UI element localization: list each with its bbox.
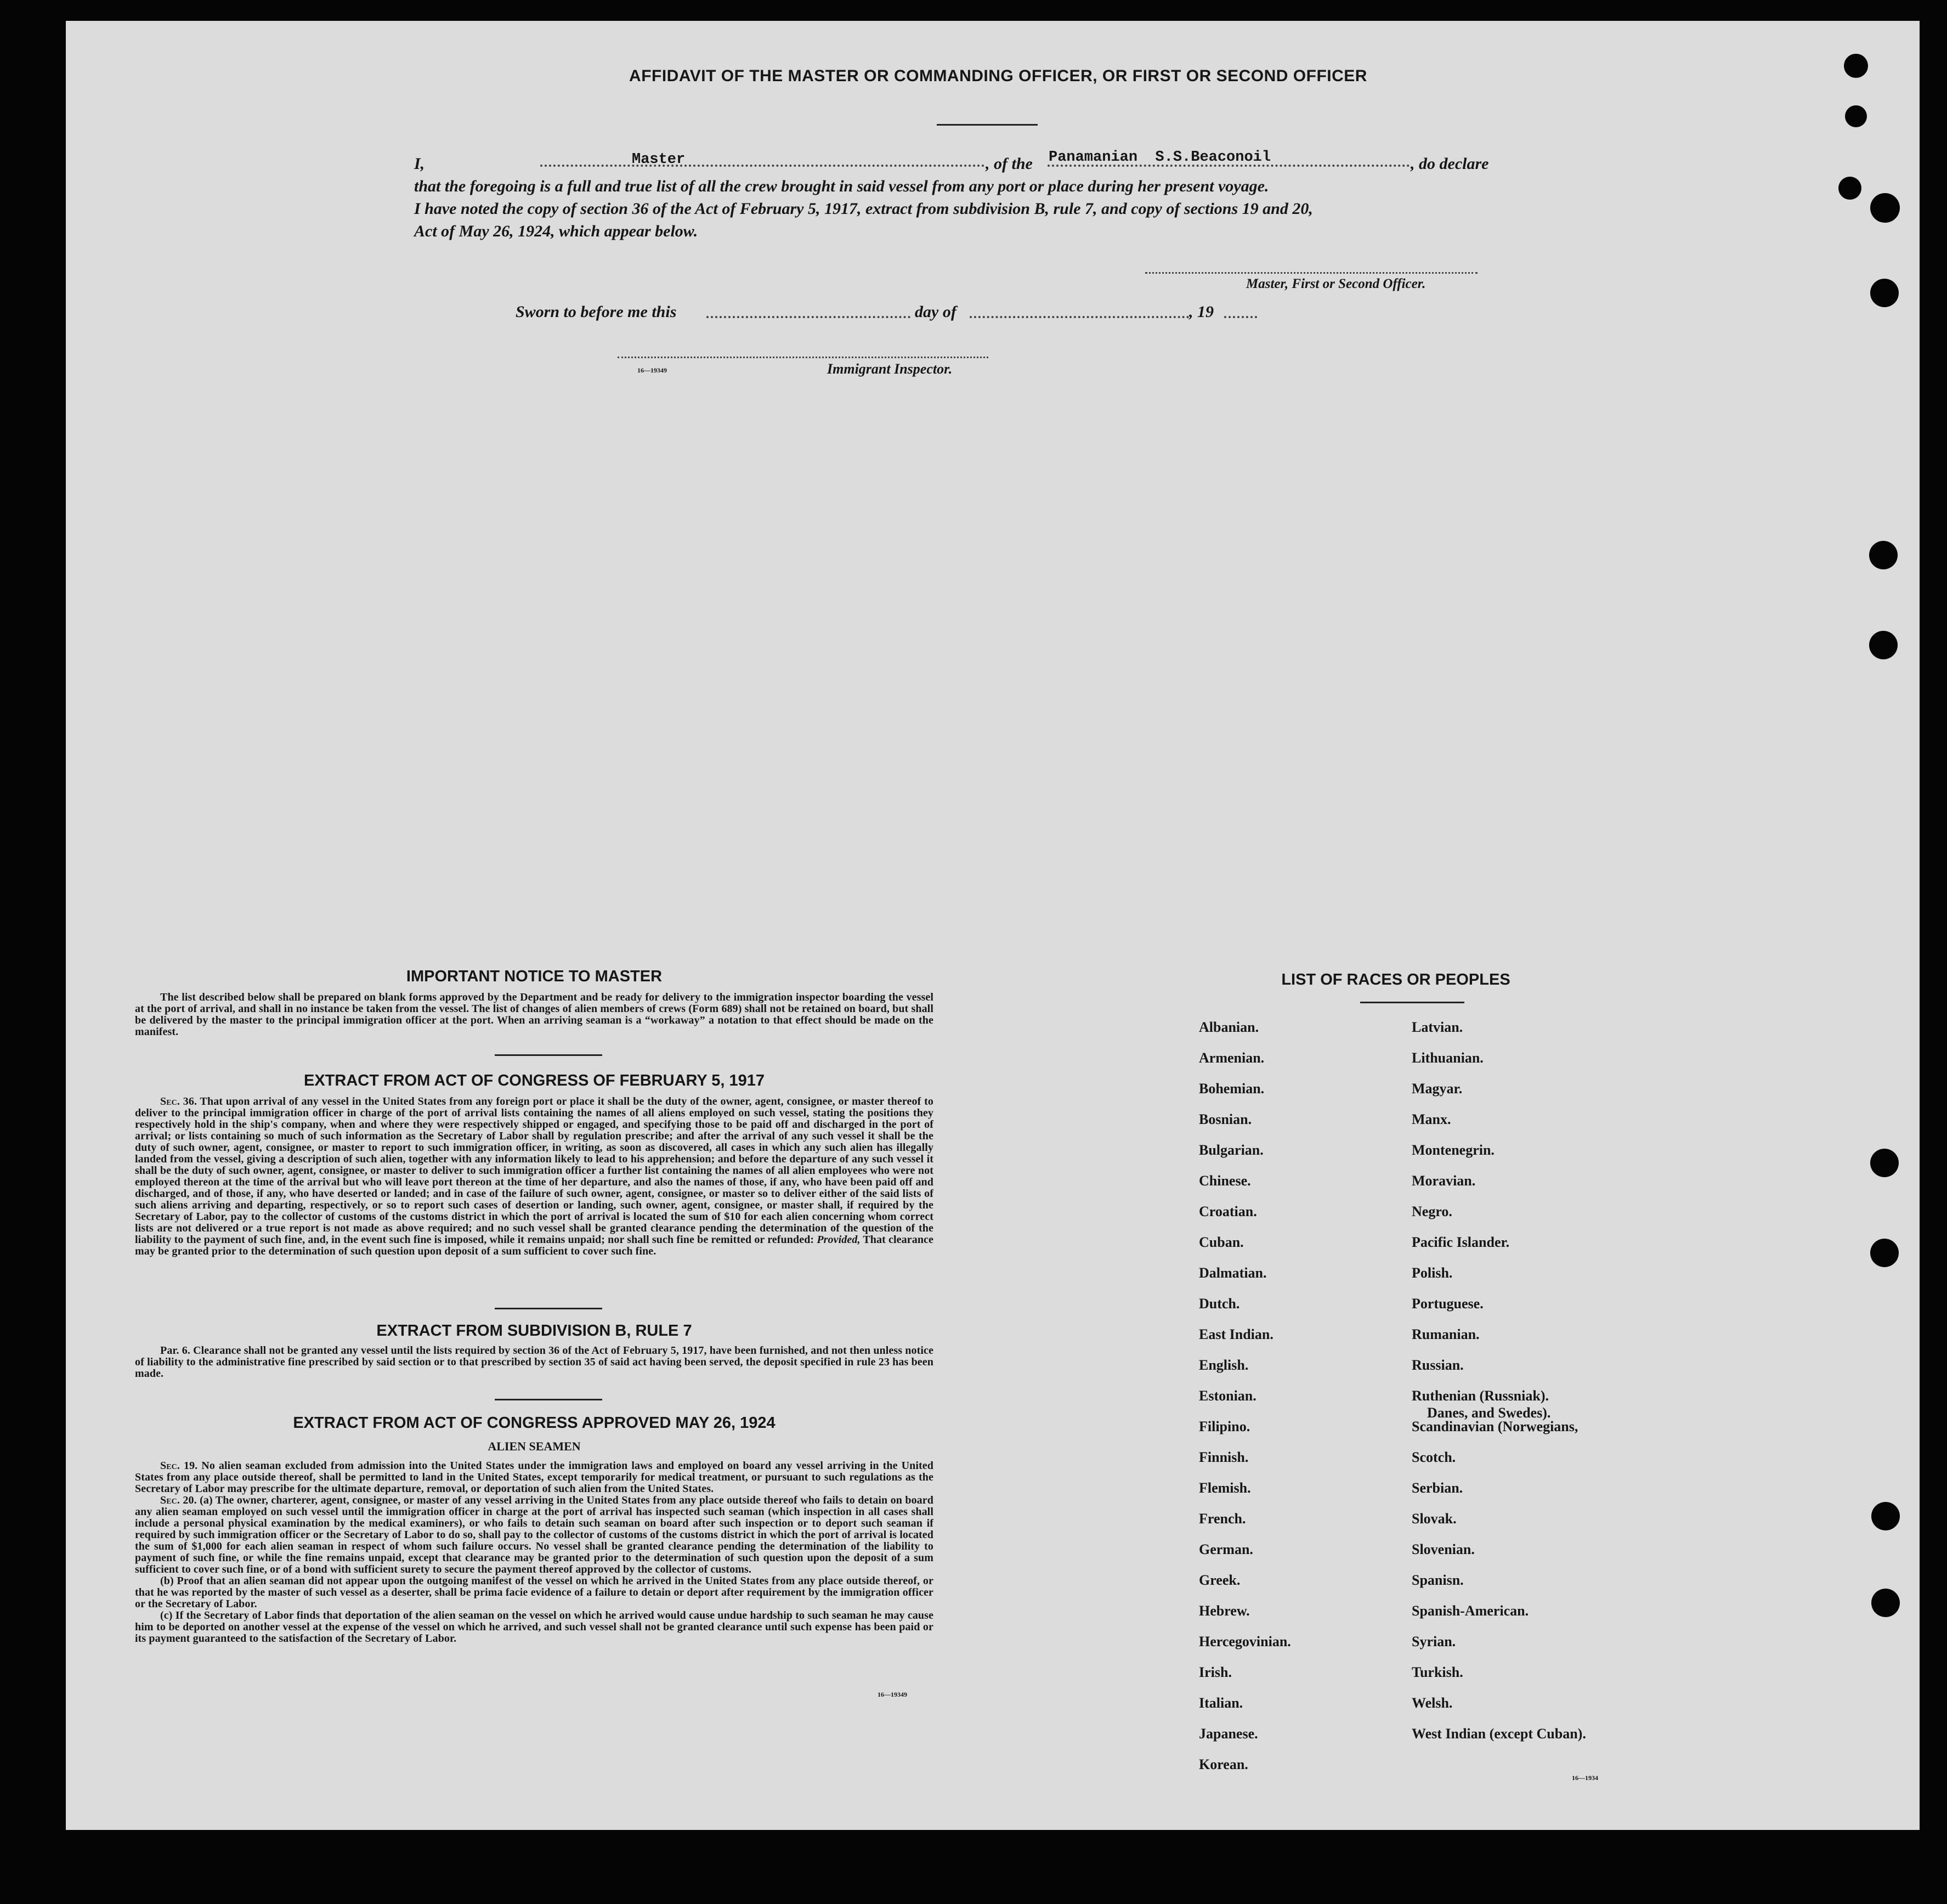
race-entry: Moravian.: [1412, 1173, 1476, 1189]
races-divider: [1360, 1002, 1464, 1003]
extract-rule7-body: [135, 1345, 933, 1380]
provided-text: Provided,: [817, 1234, 861, 1246]
sec-20-label: Sec. 20.: [160, 1494, 197, 1506]
race-entry: English.: [1199, 1357, 1249, 1373]
race-entry: Korean.: [1199, 1756, 1248, 1772]
sworn-month-line: [970, 316, 1189, 318]
punch-hole: [1870, 1239, 1899, 1267]
race-entry: Japanese.: [1199, 1726, 1258, 1742]
race-entry: Bohemian.: [1199, 1081, 1265, 1097]
punch-hole: [1838, 177, 1861, 200]
race-entry: Magyar.: [1412, 1081, 1463, 1097]
race-entry: Estonian.: [1199, 1388, 1257, 1404]
divider: [495, 1054, 602, 1056]
race-entry: Turkish.: [1412, 1664, 1463, 1680]
signature-line: [1145, 272, 1478, 274]
of-the-text: , of the: [986, 155, 1033, 173]
race-entry: Serbian.: [1412, 1480, 1463, 1496]
sworn-day-line: [706, 316, 910, 318]
master-value: Master: [632, 151, 686, 168]
title-underline: [937, 124, 1038, 126]
extract-1917-title: EXTRACT FROM ACT OF CONGRESS OF FEBRUARY 5, 1917: [303, 1072, 765, 1089]
inspector-label: Immigrant Inspector.: [827, 361, 953, 377]
race-entry: Rumanian.: [1412, 1326, 1480, 1342]
race-entry: Syrian.: [1412, 1634, 1456, 1649]
race-entry: Finnish.: [1199, 1449, 1249, 1465]
race-entry: German.: [1199, 1541, 1253, 1557]
extract-1917-body: [135, 1096, 933, 1257]
punch-hole: [1869, 541, 1898, 569]
affidavit-title: AFFIDAVIT OF THE MASTER OR COMMANDING OFFICER, OR FIRST OR SECOND OFFICER: [629, 67, 1367, 85]
sec-19-label: Sec. 19.: [160, 1460, 198, 1472]
race-entry: Greek.: [1199, 1572, 1241, 1588]
race-entry: Pacific Islander.: [1412, 1234, 1510, 1250]
race-entry: Scotch.: [1412, 1449, 1456, 1465]
race-entry: Negro.: [1412, 1204, 1452, 1219]
punch-hole: [1870, 193, 1900, 223]
affidavit-i: I,: [414, 155, 425, 173]
sec-20c-text: (c) If the Secretary of Labor finds that deportation of the alien seaman on the vessel on which he arrived would cause undue hardship to such seaman he may cause him to be deported on another vessel at the expense of the vessel on which he arrived, and such vessel shall not be granted clearance until such expense has been paid or its payment guaranteed to the satisfaction of the Secretary of Labor.: [135, 1609, 933, 1645]
punch-hole: [1871, 1502, 1900, 1530]
races-title: LIST OF RACES OR PEOPLES: [1281, 971, 1510, 988]
race-entry: Lithuanian.: [1412, 1050, 1484, 1066]
races-form-number: 16—1934: [1572, 1774, 1598, 1782]
affidavit-line-4: Act of May 26, 1924, which appear below.: [414, 222, 698, 240]
race-entry: Dalmatian.: [1199, 1265, 1267, 1281]
race-entry: Ruthenian (Russniak).: [1412, 1388, 1549, 1404]
divider: [495, 1308, 602, 1309]
race-entry: Slovenian.: [1412, 1541, 1475, 1557]
punch-hole: [1870, 1149, 1899, 1177]
sec-20b-text: (b) Proof that an alien seaman did not appear upon the outgoing manifest of the vessel on which he arrived in the United States from any place outside thereof, or that he was reported by the master of such vessel as a deserter, shall be prima facie evidence of a failure to detain or deport after requirement by the immigration officer or the Secretary of Labor.: [135, 1575, 933, 1610]
extract-rule7-title: EXTRACT FROM SUBDIVISION B, RULE 7: [376, 1322, 692, 1340]
master-dotted-line: [540, 165, 984, 167]
day-of-text: day of: [915, 303, 956, 321]
notice-body: [135, 992, 933, 1038]
affidavit-line-2: that the foregoing is a full and true list of all the crew brought in said vessel from any port or place during her present voyage.: [414, 177, 1269, 195]
punch-hole: [1870, 279, 1899, 307]
punch-hole: [1844, 54, 1868, 78]
race-entry: Polish.: [1412, 1265, 1453, 1281]
race-entry: French.: [1199, 1511, 1246, 1527]
race-entry: Dutch.: [1199, 1296, 1240, 1312]
extract-1924-title: EXTRACT FROM ACT OF CONGRESS APPROVED MAY 26, 1924: [293, 1414, 776, 1432]
sec-19-text: No alien seaman excluded from admission into the United States under the immigration laws and employed on board any vessel arriving in the United States from any place outside thereof, shall be permitted to land in the United States, except temporarily for medical treatment, or pursuant to such regulations as the Secretary of Labor may prescribe for the ultimate departure, removal, or deportation of such alien from the United States.: [135, 1460, 933, 1495]
race-entry: Slovak.: [1412, 1511, 1457, 1527]
form-number: 16—19349: [637, 366, 667, 374]
race-entry: Latvian.: [1412, 1019, 1463, 1035]
punch-hole: [1871, 1589, 1900, 1617]
race-entry: West Indian (except Cuban).: [1412, 1726, 1586, 1742]
alien-seamen-subtitle: ALIEN SEAMEN: [488, 1439, 581, 1453]
inspector-signature-line: [618, 357, 988, 358]
race-entry: East Indian.: [1199, 1326, 1274, 1342]
sec-36-label: Sec. 36.: [160, 1095, 197, 1108]
race-entry: Italian.: [1199, 1695, 1243, 1711]
race-entry: Hebrew.: [1199, 1603, 1250, 1619]
race-entry: Albanian.: [1199, 1019, 1259, 1035]
race-entry: Russian.: [1412, 1357, 1464, 1373]
sec-36-end: That clearance may be granted prior to the determination of such question upon deposit of a sum sufficient to cover such fine.: [135, 1234, 933, 1257]
sworn-year-line: [1224, 316, 1257, 318]
notice-text: The list described below shall be prepared on blank forms approved by the Department and be ready for delivery to the immigration inspector boarding the vessel at the port of arrival, and shall in no instance be taken from the vessel. The list of changes of alien members of crews (Form 689) shall not be retained on board, but shall be delivered by the master to the principal immigration officer at the port. When an arriving seaman is a “workaway” a notation to that effect should be made on the manifest.: [135, 991, 933, 1038]
vessel-value: Panamanian S.S.Beaconoil: [1049, 149, 1271, 166]
rule7-text: Par. 6. Clearance shall not be granted any vessel until the lists required by section 36 of the Act of February 5, 1917, have been furnished, and not then unless notice of liability to the administrative fine prescribed by said section or to that prescribed by section 35 of said act having been served, the deposit specified in rule 23 has been made.: [135, 1344, 933, 1380]
race-entry: Armenian.: [1199, 1050, 1265, 1066]
race-entry: Bulgarian.: [1199, 1142, 1264, 1158]
affidavit-line-1: [414, 155, 425, 173]
divider: [495, 1399, 602, 1400]
race-entry: Danes, and Swedes).: [1427, 1405, 1551, 1421]
race-entry: Spanish-American.: [1412, 1603, 1529, 1619]
race-entry: Hercegovinian.: [1199, 1634, 1291, 1649]
race-entry: Bosnian.: [1199, 1111, 1252, 1127]
race-entry: Filipino.: [1199, 1419, 1250, 1434]
race-entry: Scandinavian (Norwegians,: [1412, 1419, 1578, 1434]
punch-hole: [1845, 105, 1867, 127]
punch-hole: [1869, 631, 1898, 659]
sec-36-text: That upon arrival of any vessel in the United States from any foreign port or place it shall be the duty of the owner, agent, consignee, or master thereof to deliver to the principal immigration officer in charge of the port of arrival lists containing the names of all aliens employed on such vessel, stating the positions they respectively hold in the ship's company, when and where they were respectively shipped or engaged, and specifying those to be paid off and discharged in the port of arrival; or lists containing so much of such information as the Secretary of Labor shall by regulation prescribe; and after the arrival of any such vessel it shall be the duty of such owner, agent, consignee, or master to report to such immigration officer, in writing, as soon as discovered, all cases in which any such alien has illegally landed from the vessel, giving a description of such alien, together with any information likely to lead to his apprehension; and before the departure of any such vessel it shall be the duty of such owner, agent, consignee, or master to deliver to such immigration officer a further list containing the names of all alien employees who were not employed thereon at the time of the arrival but who will leave port thereon at the time of her departure, and also the names of those, if any, who have been paid off and discharged, and of those, if any, who have deserted or landed; and in case of the failure of such owner, agent, consignee, or master so to deliver either of the said lists of such aliens arriving and departing, respectively, or so to report such cases of desertion or landing, such owner, agent, consignee, or master shall, if required by the Secretary of Labor, pay to the collector of customs of the customs district in which the port of arrival is located the sum of $10 for each alien concerning whom correct lists are not delivered or a true report is not made as above required; and no such vessel shall be granted clearance pending the determination of the question of the liability to the payment of such fine, and, in the event such fine is imposed, while it remains unpaid; nor shall such fine be remitted or refunded:: [135, 1095, 933, 1246]
race-entry: Montenegrin.: [1412, 1142, 1495, 1158]
race-entry: Croatian.: [1199, 1204, 1257, 1219]
race-entry: Welsh.: [1412, 1695, 1453, 1711]
race-entry: Manx.: [1412, 1111, 1451, 1127]
do-declare-text: , do declare: [1411, 155, 1489, 173]
race-entry: Flemish.: [1199, 1480, 1251, 1496]
affidavit-line-3: I have noted the copy of section 36 of the Act of February 5, 1917, extract from subdivision B, rule 7, and copy of sections 19 and 20,: [414, 200, 1313, 218]
race-entry: Cuban.: [1199, 1234, 1244, 1250]
notice-title: IMPORTANT NOTICE TO MASTER: [406, 968, 663, 985]
race-entry: Chinese.: [1199, 1173, 1251, 1189]
year-prefix: , 19: [1189, 303, 1214, 321]
race-entry: Irish.: [1199, 1664, 1232, 1680]
extract-1924-body: [135, 1460, 933, 1645]
sec-20a-text: (a) The owner, charterer, agent, consignee, or master of any vessel arriving in the United States from any place outside thereof who fails to detain on board any alien seaman employed on such vessel until the immigration officer in charge at the port of arrival has inspected such seaman (which inspection in all cases shall include a personal physical examination by the medical examiners), or who fails to detain such seaman on board after such inspection or to deport such seaman if required by such immigration officer or the Secretary of Labor to do so, shall pay to the collector of customs of the customs district in which the port of arrival is located the sum of $1,000 for each alien seaman in respect of whom such failure occurs. No vessel shall be granted clearance pending the determination of the liability to payment of such fine, or while the fine remains unpaid, except that clearance may be granted prior to the determination of such question upon the deposit of a sum sufficient to cover such fine, or of a bond with sufficient surety to secure the payment thereof approved by the collector of customs.: [135, 1494, 933, 1575]
race-entry: Portuguese.: [1412, 1296, 1484, 1312]
sworn-text: Sworn to before me this: [516, 303, 677, 321]
race-entry: Spanisn.: [1412, 1572, 1464, 1588]
extract-form-number: 16—19349: [878, 1691, 907, 1698]
signature-label: Master, First or Second Officer.: [1246, 276, 1426, 291]
